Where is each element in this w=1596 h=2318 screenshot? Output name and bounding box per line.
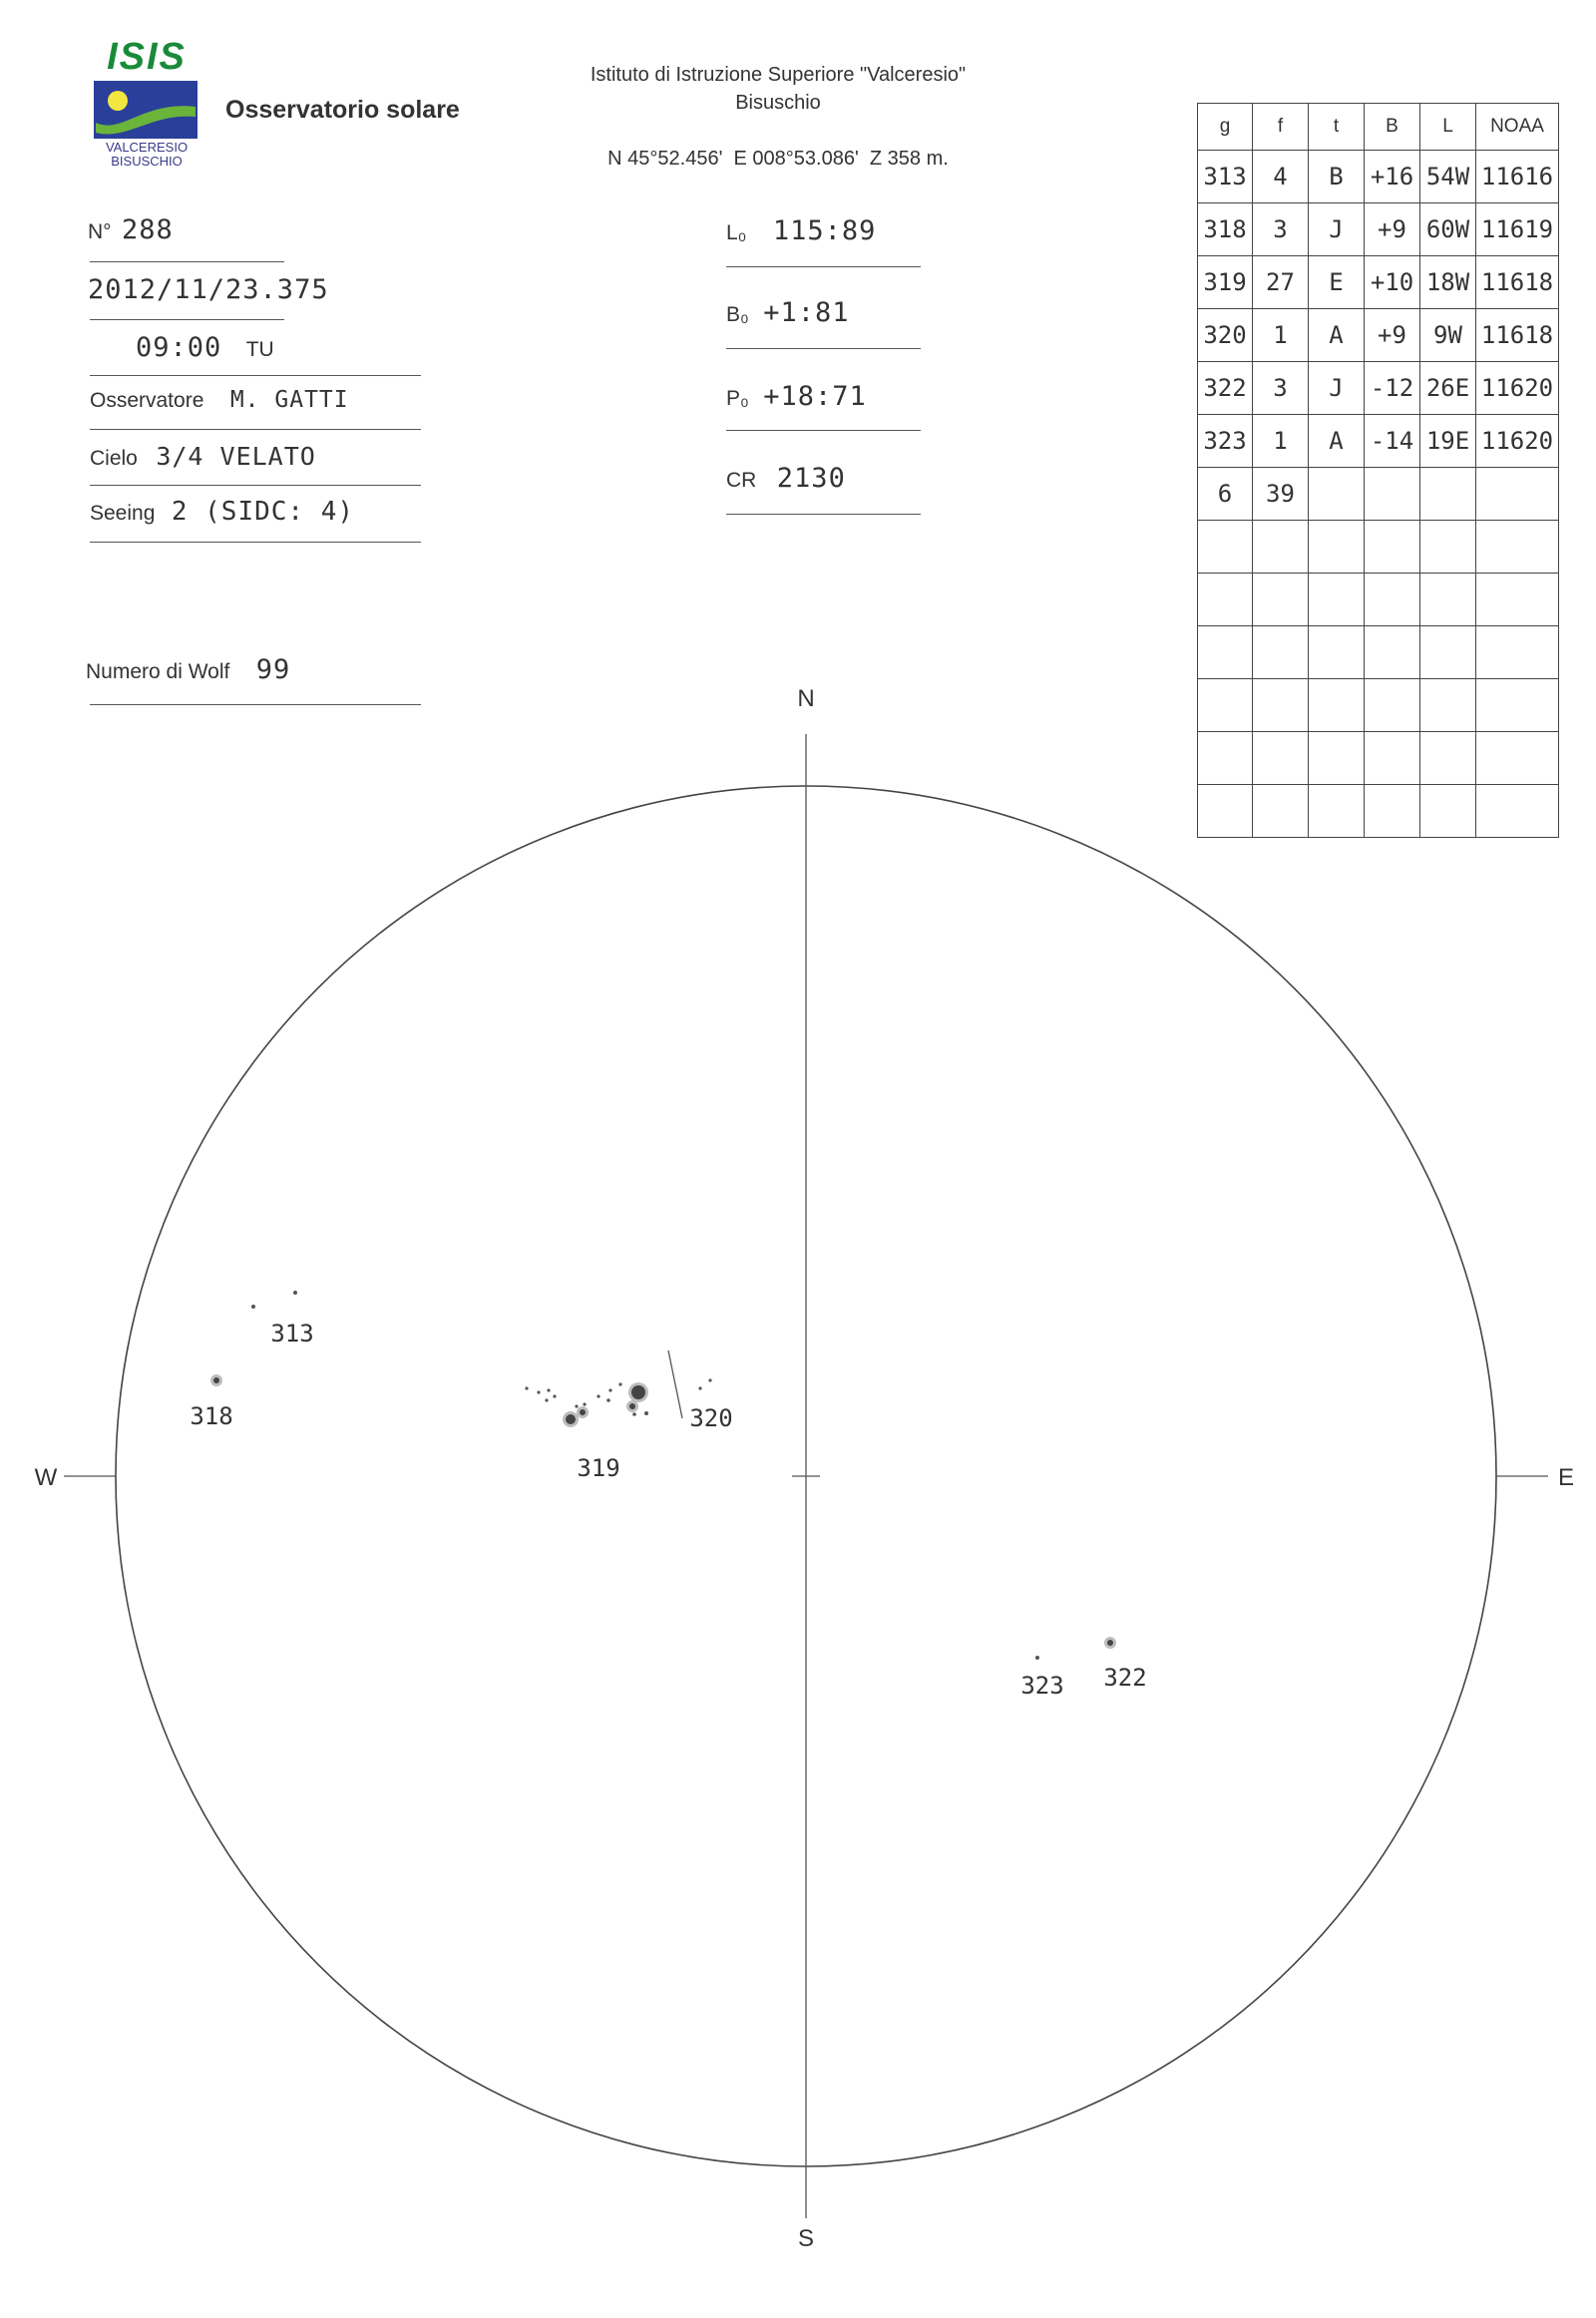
b0-label: B₀ [726,303,749,326]
empty-cell [1420,626,1476,679]
wolf-number-value: 99 [255,654,291,685]
institute-town: Bisuschio [735,92,821,114]
table-totals-row [1198,468,1559,521]
sunspot [698,1386,701,1389]
sunspot [597,1394,599,1397]
empty-row [1198,574,1559,626]
group-label-313: 313 [270,1320,314,1348]
table-cell: +10 [1365,256,1420,309]
b0-field [726,297,849,328]
table-cell: 11616 [1476,151,1559,203]
header-cell: t [1309,104,1365,151]
table-cell: -12 [1365,362,1420,415]
sunspot [631,1385,645,1399]
empty-cell [1476,521,1559,574]
record-number-label: N° [88,220,112,243]
group-label-323: 323 [1020,1672,1064,1700]
time-unit: TU [245,338,274,361]
sunspot [545,1398,548,1401]
divider [726,266,921,267]
totals-cell [1420,468,1476,521]
table-cell: 323 [1198,415,1253,468]
divider [726,430,921,431]
empty-cell [1253,521,1309,574]
logo [92,36,201,176]
table-cell: 320 [1198,309,1253,362]
observation-date: 2012/11/23.375 [88,274,329,305]
b0-value: +1:81 [763,297,850,328]
table-cell: +16 [1365,151,1420,203]
empty-cell [1309,574,1365,626]
divider [90,375,421,376]
totals-cell: 39 [1253,468,1309,521]
sunspot [583,1402,586,1405]
empty-cell [1365,574,1420,626]
table-cell: 18W [1420,256,1476,309]
p0-value: +18:71 [763,381,867,412]
sunspot [708,1378,711,1381]
group-320-marker [668,1351,682,1418]
sunspot [608,1388,611,1391]
header-cell: NOAA [1476,104,1559,151]
institute-name: Istituto di Istruzione Superiore "Valceresio" [590,64,967,86]
empty-row [1198,626,1559,679]
observation-time-field [136,332,274,363]
table-cell: 11618 [1476,309,1559,362]
table-cell: A [1309,415,1365,468]
divider [90,261,284,262]
empty-cell [1198,626,1253,679]
group-label-322: 322 [1103,1664,1147,1692]
l0-value: 115:89 [772,215,877,246]
totals-cell [1365,468,1420,521]
empty-cell [1253,574,1309,626]
table-cell: 3 [1253,203,1309,256]
divider [90,485,421,486]
table-row [1198,362,1559,415]
header-cell: f [1253,104,1309,151]
empty-cell [1476,574,1559,626]
table-cell: 54W [1420,151,1476,203]
sunspot [547,1388,550,1391]
empty-row [1198,521,1559,574]
sky-label: Cielo [90,447,138,470]
west-label: W [34,1464,58,1491]
table-cell: 318 [1198,203,1253,256]
table-row [1198,309,1559,362]
table-row [1198,151,1559,203]
logo-subtitle [92,141,201,169]
cr-label: CR [726,469,757,492]
seeing-value: 2 (SIDC: 4) [171,497,355,527]
table-cell: 27 [1253,256,1309,309]
table-cell: +9 [1365,309,1420,362]
seeing-field [90,497,354,527]
totals-cell: 6 [1198,468,1253,521]
empty-cell [1420,521,1476,574]
totals-cell [1476,468,1559,521]
sunspot [632,1412,636,1416]
totals-cell [1309,468,1365,521]
observatory-title: Osservatorio solare [225,96,460,124]
observation-time: 09:00 [136,332,222,363]
empty-cell [1365,626,1420,679]
sunspot [293,1291,297,1295]
divider [90,542,421,543]
table-cell: 19E [1420,415,1476,468]
sunspot [537,1390,540,1393]
south-label: S [797,2225,815,2252]
site-coordinates: N 45°52.456' E 008°53.086' Z 358 m. [607,148,949,170]
sunspot [1035,1656,1039,1660]
table-cell: 60W [1420,203,1476,256]
empty-cell [1253,626,1309,679]
sunspot [575,1404,578,1407]
table-cell: 322 [1198,362,1253,415]
observer-value: M. GATTI [229,387,349,413]
observer-field [90,387,349,413]
sunspot [553,1394,556,1397]
sunspot [566,1414,576,1424]
east-label: E [1557,1464,1575,1491]
sky-field [90,442,316,471]
sunspot [644,1411,648,1415]
empty-cell [1198,574,1253,626]
table-cell: A [1309,309,1365,362]
divider [90,319,284,320]
divider [726,348,921,349]
table-header-row [1198,104,1559,151]
sunspot [525,1386,528,1389]
north-label: N [797,685,815,712]
group-label-320: 320 [689,1404,733,1432]
table-cell: 26E [1420,362,1476,415]
divider [726,514,921,515]
table-cell: 9W [1420,309,1476,362]
table-cell: 313 [1198,151,1253,203]
table-cell: 11618 [1476,256,1559,309]
solar-disk-drawing [0,678,1596,2274]
logo-mark: ISIS [107,36,187,78]
header-cell: B [1365,104,1420,151]
sunspot [618,1382,621,1385]
empty-cell [1365,521,1420,574]
seeing-label: Seeing [90,502,156,525]
table-cell: 1 [1253,415,1309,468]
table-cell: 3 [1253,362,1309,415]
observer-label: Osservatore [90,389,204,412]
table-row [1198,203,1559,256]
sunspot [606,1398,610,1402]
table-cell: 11620 [1476,415,1559,468]
header-cell: g [1198,104,1253,151]
header-cell: L [1420,104,1476,151]
table-cell: J [1309,362,1365,415]
record-number-value: 288 [122,214,174,245]
record-number-field [88,214,174,245]
group-label-319: 319 [577,1454,620,1482]
table-cell: 1 [1253,309,1309,362]
table-row [1198,256,1559,309]
empty-cell [1309,626,1365,679]
table-cell: +9 [1365,203,1420,256]
sun-wave-logo-icon [92,79,201,141]
table-cell: 11620 [1476,362,1559,415]
p0-label: P₀ [726,387,749,410]
table-cell: B [1309,151,1365,203]
l0-label: L₀ [726,221,747,244]
divider [90,429,421,430]
table-cell: 11619 [1476,203,1559,256]
logo-line-2: BISUSCHIO [111,154,183,169]
sky-value: 3/4 VELATO [156,442,316,471]
p0-field [726,381,867,412]
wolf-number-label: Numero di Wolf [86,660,230,683]
table-cell: 319 [1198,256,1253,309]
sunspot [251,1305,255,1309]
empty-cell [1198,521,1253,574]
l0-field [726,215,876,246]
empty-cell [1420,574,1476,626]
empty-cell [1309,521,1365,574]
table-cell: J [1309,203,1365,256]
sunspot [580,1409,586,1415]
sunspot [1107,1640,1113,1646]
empty-cell [1476,626,1559,679]
sunspot [629,1403,635,1409]
table-row [1198,415,1559,468]
cr-value: 2130 [776,463,846,494]
cr-field [726,463,846,494]
sunspot [213,1377,219,1383]
table-cell: E [1309,256,1365,309]
table-cell: -14 [1365,415,1420,468]
table-cell: 4 [1253,151,1309,203]
logo-line-1: VALCERESIO [105,140,189,155]
group-label-318: 318 [190,1402,233,1430]
